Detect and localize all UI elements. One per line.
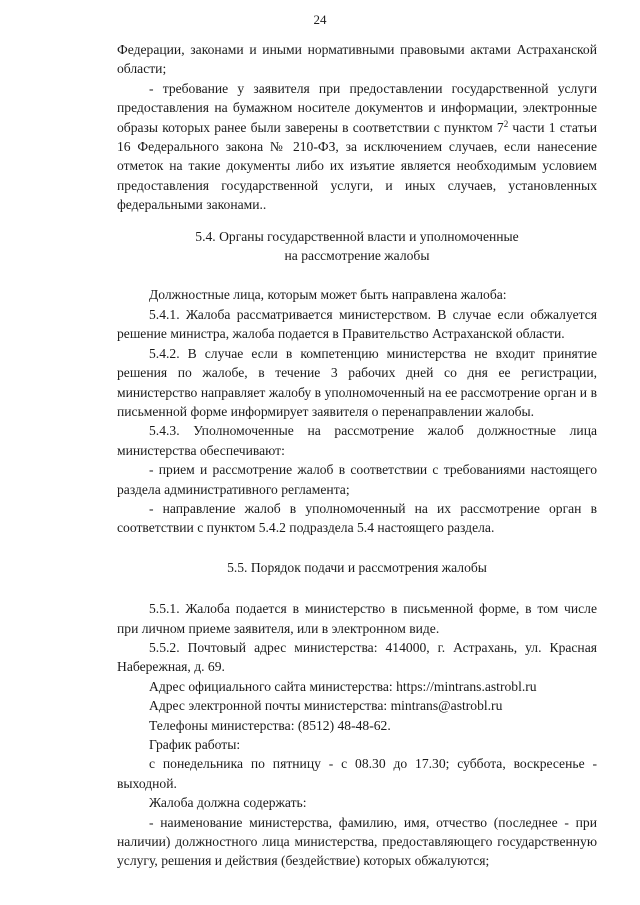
spacer bbox=[117, 215, 597, 227]
schedule-text: с понедельника по пятницу - с 08.30 до 17.30; суббота, воскресенье - выходной. bbox=[117, 756, 597, 791]
paragraph-5-4-1: 5.4.1. Жалоба рассматривается министерством. В случае если обжалуется решение министра, жалоба подается в Правительство Астраханской области. bbox=[117, 306, 597, 342]
paragraph-5-5-1: 5.5.1. Жалоба подается в министерство в письменной форме, в том числе при личном приеме заявителя, или в электронном виде. bbox=[117, 601, 597, 636]
page-body bbox=[117, 40, 597, 871]
list-item: - наименование министерства, фамилию, имя, отчество (последнее - при наличии) должностного лица министерства, предоставляющего государственную услугу, решения и действия (бездействие) которых обжалуются; bbox=[117, 814, 597, 869]
paragraph-5-4-2: 5.4.2. В случае если в компетенцию министерства не входит принятие решения по жалобе, в течение 3 рабочих дней со дня ее регистрации, министерство направляет жалобу в уполномоченный на ее рассмотрение орган и в письменной форме информирует заявителя о перенаправлении жалобы. bbox=[117, 345, 597, 419]
content-label: Жалоба должна содержать: bbox=[149, 795, 307, 811]
phones-line: Телефоны министерства: (8512) 48-48-62. bbox=[149, 717, 391, 733]
schedule-label: График работы: bbox=[149, 737, 241, 752]
spacer bbox=[117, 577, 597, 599]
paragraph-requirement bbox=[117, 79, 597, 215]
paragraph-5-4-3: 5.4.3. Уполномоченные на рассмотрение жалоб должностные лица министерства обеспечивают: bbox=[117, 423, 597, 458]
paragraph-5-5-2: 5.5.2. Почтовый адрес министерства: 414000, г. Астрахань, ул. Красная Набережная, д. 69. bbox=[117, 639, 597, 675]
list-item: - прием и рассмотрение жалоб в соответствии с требованиями настоящего раздела административного регламента; bbox=[117, 462, 597, 497]
paragraph-continuation: Федерации, законами и иными нормативными правовыми актами Астраханской области; bbox=[117, 42, 597, 77]
list-item: - направление жалоб в уполномоченный на их рассмотрение орган в соответствии с пунктом 5.4.2 подраздела 5.4 настоящего раздела. bbox=[117, 500, 597, 536]
email-line: Адрес электронной почты министерства: mintrans@astrobl.ru bbox=[149, 698, 503, 714]
text-fragment: - требование у заявителя при предоставлении государственной услуги предоставления на бумажном носителе документов и информации, электронные образы которых ранее были заверены в соответствии с пунктом 7 bbox=[117, 80, 597, 135]
page-number: 24 bbox=[313, 12, 327, 27]
website-line: Адрес официального сайта министерства: https://mintrans.astrobl.ru bbox=[149, 678, 537, 694]
spacer bbox=[117, 538, 597, 558]
section-heading-5-5: 5.5. Порядок подачи и рассмотрения жалобы bbox=[227, 559, 487, 575]
text-fragment: части 1 статьи 16 Федерального закона № 210-ФЗ, за исключением случаев, если нанесение отметок на такие документы либо их изъятие является необходимым условием предоставления государственной услуги, и иных случаев, установленных федеральными законами.. bbox=[117, 119, 597, 213]
paragraph-intro: Должностные лица, которым может быть направлена жалоба: bbox=[149, 287, 507, 303]
superscript: 2 bbox=[503, 118, 509, 129]
section-heading-5-4-line1: 5.4. Органы государственной власти и уполномоченные bbox=[195, 228, 519, 244]
spacer bbox=[117, 265, 597, 285]
section-heading-5-4-line2: на рассмотрение жалобы bbox=[284, 248, 430, 264]
